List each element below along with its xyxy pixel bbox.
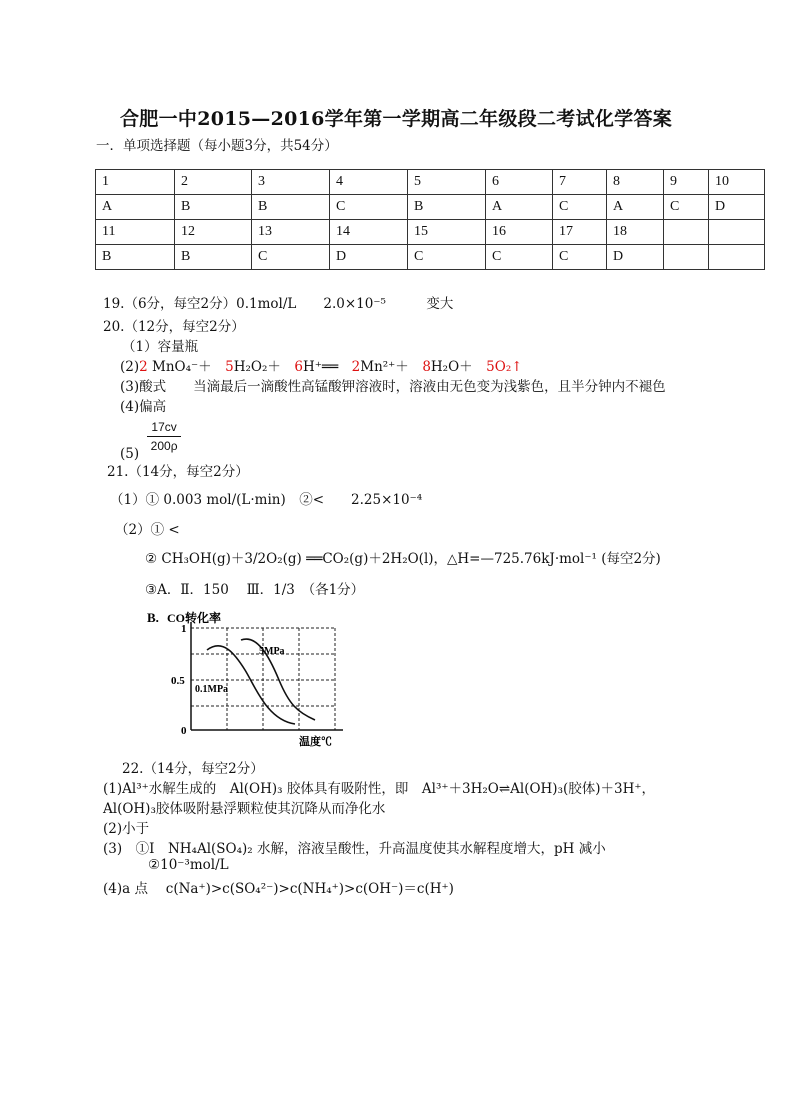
coef: 2 [139, 359, 148, 375]
q20-part2-equation [120, 355, 523, 375]
table-cell: B [252, 195, 330, 220]
table-cell: 5 [408, 170, 486, 195]
table-row [96, 220, 765, 245]
q20-part4: (4)偏高 [120, 399, 167, 415]
fraction-numerator: 17cv [147, 420, 180, 437]
coef: 8 [422, 359, 431, 375]
co-conversion-chart [145, 608, 355, 748]
table-cell: 9 [664, 170, 709, 195]
q20-part5 [120, 420, 181, 462]
table-cell [709, 220, 765, 245]
section-heading: 一．单项选择题（每小题3分，共54分） [96, 138, 338, 154]
table-cell: C [330, 195, 408, 220]
table-cell: 1 [96, 170, 175, 195]
table-cell: 18 [607, 220, 664, 245]
q22-part4: (4)a 点 c(Na⁺)>c(SO₄²⁻)>c(NH₄⁺)>c(OH⁻)＝c(H⁺) [103, 881, 454, 897]
table-cell: 14 [330, 220, 408, 245]
table-cell: B [96, 245, 175, 270]
ytick-1: 1 [181, 623, 187, 635]
q21-part2: （2）① < [115, 522, 180, 538]
table-cell: 17 [553, 220, 607, 245]
q22-part3-line2: ②10⁻³mol/L [148, 857, 229, 873]
q22-part1-line1: (1)Al³⁺水解生成的 Al(OH)₃ 胶体具有吸附性，即 Al³⁺＋3H₂O⇌Al(OH)₃(胶体)＋3H⁺， [103, 781, 656, 797]
fraction-denominator: 200ρ [150, 439, 178, 453]
eq-term: H⁺══ [303, 359, 352, 375]
table-cell: 6 [486, 170, 553, 195]
page-title: 合肥一中2015—2016学年第一学期高二年级段二考试化学答案 [120, 108, 673, 130]
coef: 2 [351, 359, 361, 375]
table-cell: D [709, 195, 765, 220]
table-cell: D [330, 245, 408, 270]
q20-part3: (3)酸式 当滴最后一滴酸性高锰酸钾溶液时，溶液由无色变为浅紫色，且半分钟内不褪色 [120, 379, 666, 395]
eq-term: MnO₄⁻＋ [147, 359, 226, 375]
table-cell: A [96, 195, 175, 220]
q21-heading: 21.（14分，每空2分） [107, 464, 249, 480]
eq-term: H₂O＋ [430, 359, 487, 375]
table-cell: B [408, 195, 486, 220]
table-cell: C [408, 245, 486, 270]
eq-prefix: (2) [120, 359, 140, 375]
q21-part2-equation: ② CH₃OH(g)＋3/2O₂(g) ══CO₂(g)＋2H₂O(l)，△H=—725.76kJ·mol⁻¹ (每空2分) [145, 551, 661, 567]
table-cell: 2 [175, 170, 252, 195]
q21-part1: （1）① 0.003 mol/(L·min) ②< 2.25×10⁻⁴ [110, 492, 423, 508]
q20-fraction [147, 420, 180, 453]
table-cell: 8 [607, 170, 664, 195]
table-cell: 4 [330, 170, 408, 195]
table-cell: C [486, 245, 553, 270]
table-cell: A [607, 195, 664, 220]
q22-part3-line1: (3) ①Ⅰ NH₄Al(SO₄)₂ 水解，溶液呈酸性，升高温度使其水解程度增大，pH 减小 [103, 841, 606, 857]
coef: 5 [225, 359, 234, 375]
table-cell: 15 [408, 220, 486, 245]
q22-part1-line2: Al(OH)₃胶体吸附悬浮颗粒使其沉降从而净化水 [103, 801, 386, 817]
legend-0.1mpa: 0.1MPa [195, 684, 229, 695]
table-cell: 12 [175, 220, 252, 245]
table-cell: 16 [486, 220, 553, 245]
q22-part2: (2)小于 [103, 821, 150, 837]
table-cell [664, 220, 709, 245]
table-cell: 13 [252, 220, 330, 245]
table-cell: 3 [252, 170, 330, 195]
ytick-0: 0 [181, 725, 187, 737]
table-cell: C [553, 245, 607, 270]
table-cell: 7 [553, 170, 607, 195]
table-cell: 11 [96, 220, 175, 245]
legend-5mpa: 5MPa [259, 646, 285, 657]
q19-answer: 19.（6分，每空2分）0.1mol/L 2.0×10⁻⁵ 变大 [103, 296, 454, 312]
table-cell [664, 245, 709, 270]
ytick-0.5: 0.5 [171, 675, 185, 687]
chart-label-b: B. [147, 610, 159, 625]
table-cell: C [664, 195, 709, 220]
table-cell: 10 [709, 170, 765, 195]
eq-term: Mn²⁺＋ [360, 359, 423, 375]
table-cell: B [175, 245, 252, 270]
q20-heading: 20.（12分，每空2分） [103, 319, 245, 335]
q22-heading: 22.（14分，每空2分） [122, 761, 264, 777]
coef: 5O₂↑ [486, 359, 523, 375]
answer-table [95, 169, 765, 270]
table-cell: C [553, 195, 607, 220]
table-cell: B [175, 195, 252, 220]
chart-xlabel: 温度℃ [299, 736, 332, 748]
eq-term: H₂O₂＋ [233, 359, 295, 375]
q21-part3: ③A．Ⅱ．150 Ⅲ．1/3 （各1分） [145, 582, 365, 598]
q20-part1: （1）容量瓶 [122, 339, 199, 355]
table-cell: A [486, 195, 553, 220]
table-row [96, 195, 765, 220]
table-row [96, 245, 765, 270]
table-cell [709, 245, 765, 270]
coef: 6 [294, 359, 303, 375]
table-cell: D [607, 245, 664, 270]
q20-part5-label: (5) [120, 446, 140, 462]
table-cell: C [252, 245, 330, 270]
table-row [96, 170, 765, 195]
chart-ylabel: CO转化率 [167, 611, 222, 625]
chart-grid [191, 628, 335, 730]
